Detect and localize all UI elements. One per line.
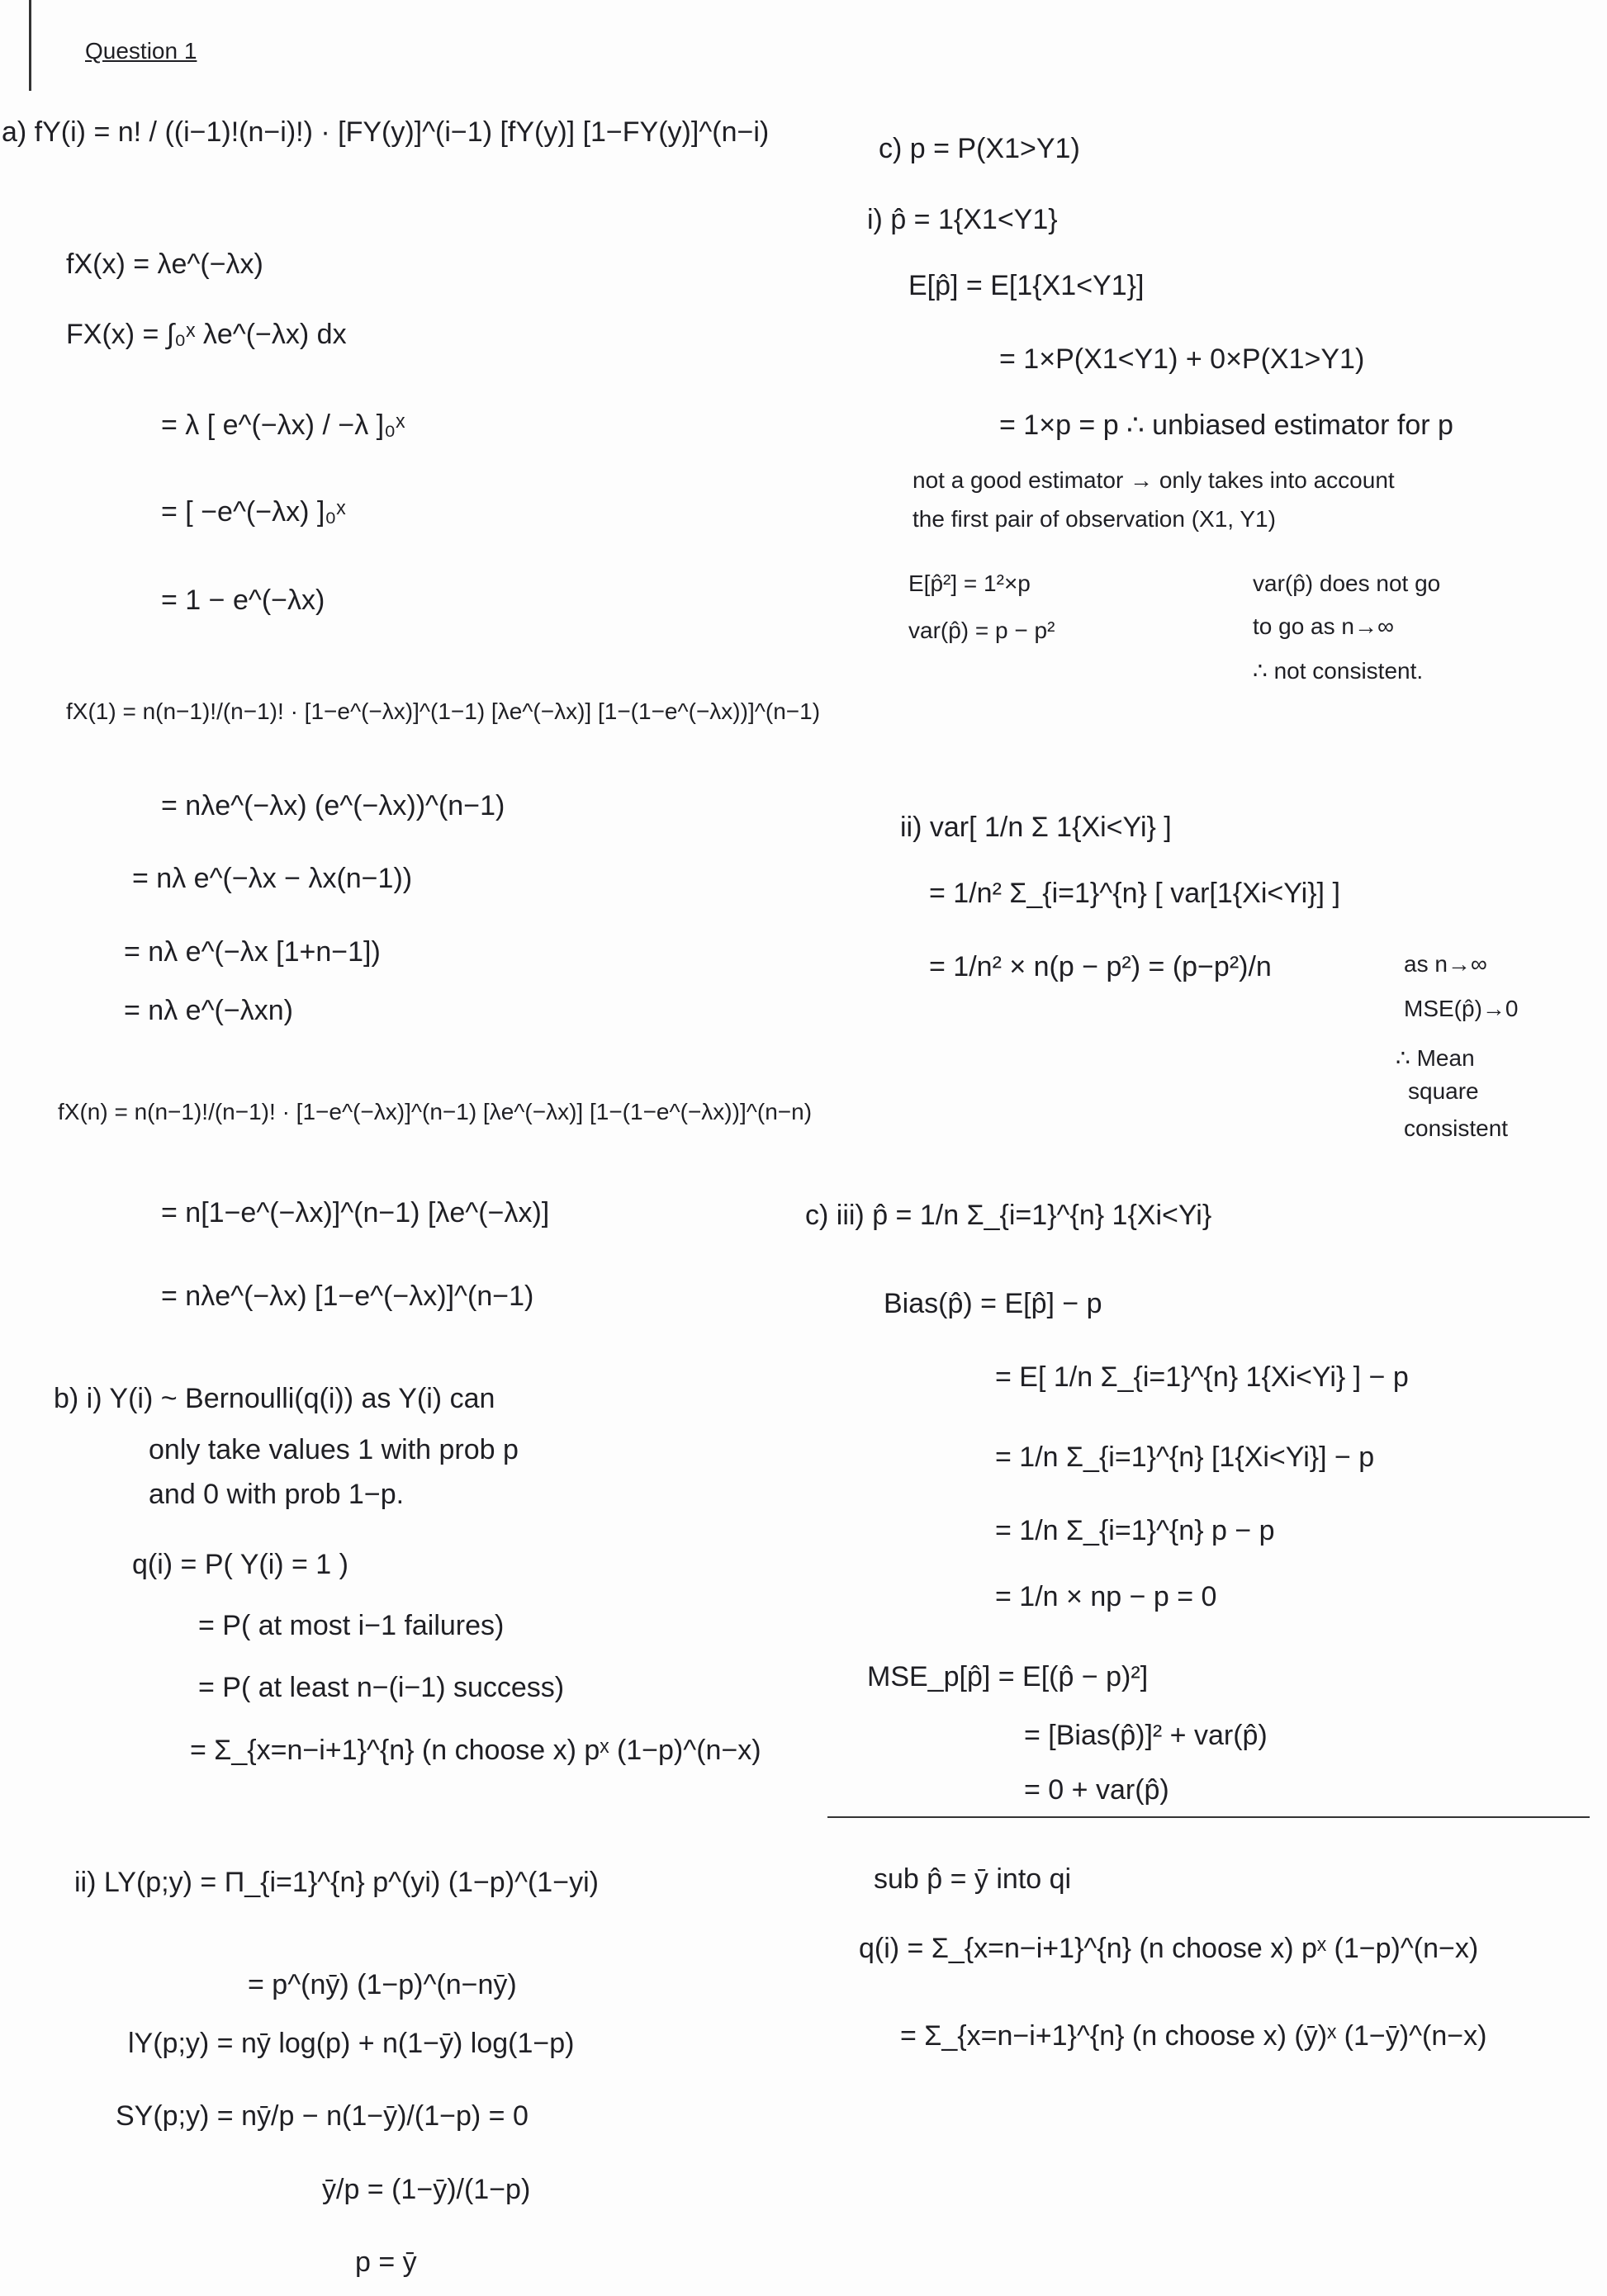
part-a-order-stat-pdf: a) fY(i) = n! / ((i−1)!(n−i)!) · [FY(y)]^(i−1) [fY(y)] [1−FY(y)]^(n−i) (2, 116, 770, 148)
mse: MSE_p[p̂] = E[(p̂ − p)²] (867, 1661, 1149, 1692)
exp-cdf-integral: FX(x) = ∫₀ˣ λe^(−λx) dx (66, 319, 347, 350)
mse-limit: MSE(p̂)→0 (1404, 996, 1519, 1021)
min-pdf: fX(1) = n(n−1)!/(n−1)! · [1−e^(−λx)]^(1−1) [λe^(−λx)] [1−(1−e^(−λx))]^(n−1) (66, 698, 821, 724)
mean-square-note: ∴ Mean (1396, 1045, 1475, 1071)
part-c-definition: c) p = P(X1>Y1) (879, 133, 1080, 164)
limit-note: as n→∞ (1404, 951, 1487, 977)
unbiased-note: = 1×p = p ∴ unbiased estimator for p (999, 409, 1453, 441)
q-definition: q(i) = P( Y(i) = 1 ) (132, 1549, 348, 1580)
bias-result: = 1/n × np − p = 0 (995, 1581, 1217, 1612)
not-good-note: not a good estimator → only takes into account (913, 467, 1395, 493)
score-function: SY(p;y) = nȳ/p − n(1−ȳ)/(1−p) = 0 (116, 2100, 529, 2132)
consistency-note: var(p̂) does not go (1253, 570, 1441, 596)
variance-ii-step: = 1/n² Σ_{i=1}^{n} [ var[1{Xi<Yi}] ] (929, 878, 1340, 909)
variance-ii: ii) var[ 1/n Σ 1{Xi<Yi} ] (900, 812, 1172, 843)
cdf-step: = [ −e^(−λx) ]₀ˣ (161, 496, 346, 528)
min-pdf-step: = nλ e^(−λx − λx(n−1)) (132, 863, 413, 894)
max-pdf-step: = n[1−e^(−λx)]^(n−1) [λe^(−λx)] (161, 1197, 550, 1228)
variance-ii-result: = 1/n² × n(p − p²) = (p−p²)/n (929, 951, 1272, 982)
part-b-i-text: only take values 1 with prob p (149, 1434, 519, 1465)
bias-step: = 1/n Σ_{i=1}^{n} p − p (995, 1515, 1275, 1546)
max-pdf-result: = nλe^(−λx) [1−e^(−λx)]^(n−1) (161, 1281, 534, 1312)
mean-square-note: consistent (1404, 1115, 1509, 1141)
score-step: ȳ/p = (1−ȳ)/(1−p) (322, 2174, 531, 2205)
cdf-step: = λ [ e^(−λx) / −λ ]₀ˣ (161, 409, 405, 441)
min-pdf-step: = nλ e^(−λx [1+n−1]) (124, 936, 381, 968)
substitution-note: sub p̂ = ȳ into qi (874, 1863, 1072, 1895)
min-pdf-result: = nλ e^(−λxn) (124, 995, 293, 1026)
bias: Bias(p̂) = E[p̂] − p (884, 1288, 1102, 1319)
expectation-step: = 1×P(X1<Y1) + 0×P(X1>Y1) (999, 343, 1365, 375)
estimator-i: i) p̂ = 1{X1<Y1} (867, 204, 1058, 235)
consistency-note: to go as n→∞ (1253, 613, 1394, 639)
part-b-i-text: b) i) Y(i) ~ Bernoulli(q(i)) as Y(i) can (54, 1383, 495, 1414)
log-likelihood: lY(p;y) = nȳ log(p) + n(1−ȳ) log(1−p) (128, 2028, 575, 2059)
q-sum-ybar: = Σ_{x=n−i+1}^{n} (n choose x) (ȳ)ˣ (1−ȳ)^(n−x) (900, 2020, 1487, 2052)
mean-square-note: square (1408, 1078, 1479, 1104)
likelihood-step: = p^(nȳ) (1−p)^(n−nȳ) (248, 1969, 517, 2000)
bias-step: = 1/n Σ_{i=1}^{n} [1{Xi<Yi}] − p (995, 1442, 1375, 1473)
not-good-note: the first pair of observation (X1, Y1) (913, 506, 1276, 532)
mse-step: = [Bias(p̂)]² + var(p̂) (1024, 1720, 1268, 1751)
divider (827, 1816, 1590, 1818)
q-sum: = Σ_{x=n−i+1}^{n} (n choose x) pˣ (1−p)^(n−x) (190, 1735, 761, 1766)
variance: var(p̂) = p − p² (908, 618, 1055, 643)
question-title: Question 1 (85, 38, 197, 64)
min-pdf-step: = nλe^(−λx) (e^(−λx))^(n−1) (161, 790, 505, 821)
expectation: E[p̂] = E[1{X1<Y1}] (908, 270, 1145, 301)
mse-result: = 0 + var(p̂) (1024, 1774, 1169, 1806)
estimator-iii: c) iii) p̂ = 1/n Σ_{i=1}^{n} 1{Xi<Yi} (805, 1200, 1212, 1231)
bias-step: = E[ 1/n Σ_{i=1}^{n} 1{Xi<Yi} ] − p (995, 1361, 1409, 1393)
exp-pdf: fX(x) = λe^(−λx) (66, 249, 263, 280)
mle-result: p = ȳ (355, 2246, 417, 2278)
part-b-i-text: and 0 with prob 1−p. (149, 1479, 405, 1510)
second-moment: E[p̂²] = 1²×p (908, 570, 1031, 596)
q-sum-p: q(i) = Σ_{x=n−i+1}^{n} (n choose x) pˣ (1−p)^(n−x) (859, 1933, 1479, 1964)
q-step: = P( at most i−1 failures) (198, 1610, 505, 1641)
not-consistent: ∴ not consistent. (1253, 658, 1424, 684)
margin-line (29, 0, 31, 91)
q-step: = P( at least n−(i−1) success) (198, 1672, 565, 1703)
max-pdf: fX(n) = n(n−1)!/(n−1)! · [1−e^(−λx)]^(n−1) [λe^(−λx)] [1−(1−e^(−λx))]^(n−n) (58, 1099, 813, 1124)
likelihood: ii) LY(p;y) = Π_{i=1}^{n} p^(yi) (1−p)^(1−yi) (74, 1867, 599, 1898)
cdf-result: = 1 − e^(−λx) (161, 585, 325, 616)
